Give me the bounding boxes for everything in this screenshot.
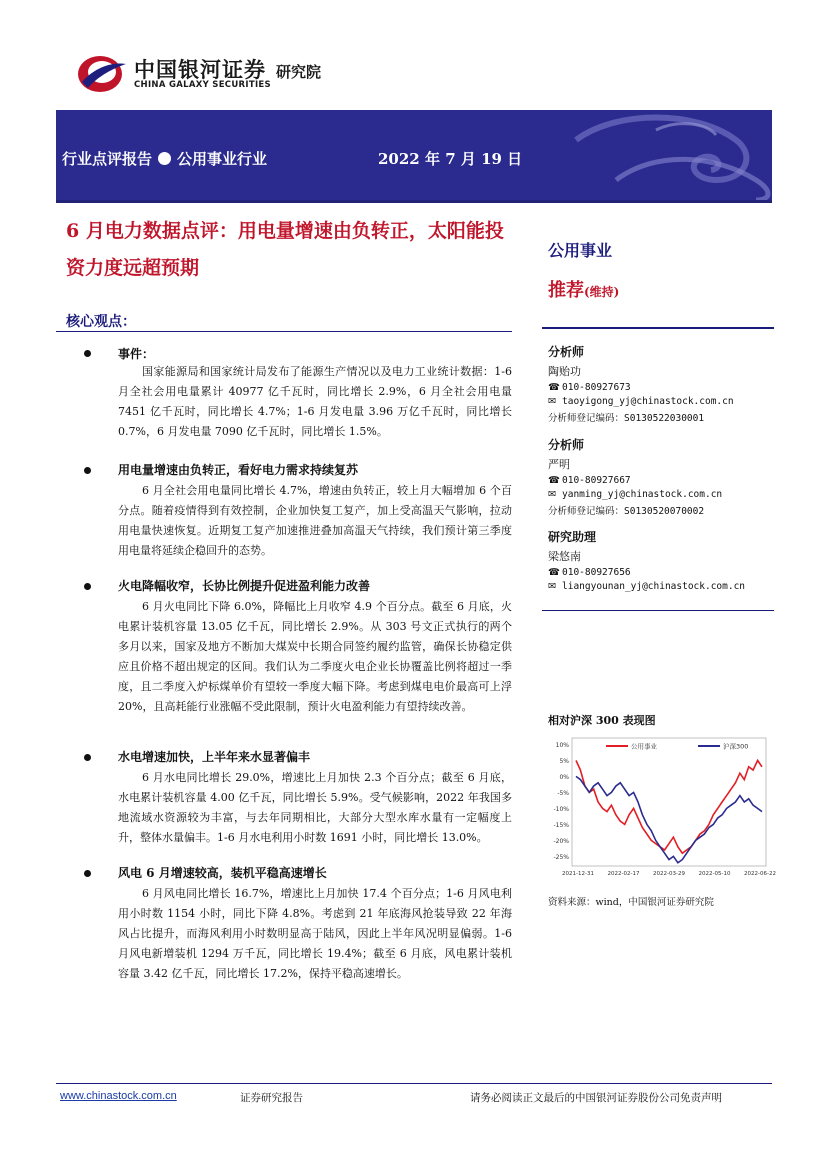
y-tick-label: -15% xyxy=(553,821,569,829)
section-heading: 用电量增速由负转正，看好电力需求持续复苏 xyxy=(118,463,359,477)
analyst-name: 梁悠南 xyxy=(548,550,581,563)
core-views-rule xyxy=(56,331,512,332)
phone-icon: ☎ xyxy=(548,382,560,393)
series-line-0 xyxy=(576,760,762,853)
bullet-icon xyxy=(84,467,91,474)
email-icon: ✉ xyxy=(548,396,556,407)
footer-disclaimer: 请务必阅读正文最后的中国银河证券股份公司免责声明 xyxy=(470,1092,722,1104)
report-title: 6 月电力数据点评：用电量增速由负转正，太阳能投资力度远超预期 xyxy=(66,220,504,279)
bullet-icon xyxy=(84,870,91,877)
section-heading: 事件： xyxy=(118,347,155,361)
y-tick-label: 0% xyxy=(559,773,569,781)
separator-dot-icon xyxy=(158,152,171,165)
chart-plot-area xyxy=(572,738,766,866)
analyst-phone: ☎ 010-80927667 xyxy=(548,475,631,486)
y-tick-label: -20% xyxy=(553,837,569,845)
phone-icon: ☎ xyxy=(548,475,560,486)
section-heading: 风电 6 月增速较高，装机平稳高速增长 xyxy=(118,866,327,880)
analyst-role: 研究助理 xyxy=(548,530,597,544)
analyst-name: 陶贻功 xyxy=(548,365,581,378)
sidebar-rule xyxy=(542,327,774,329)
report-date: 2022 年 7 月 19 日 xyxy=(378,150,523,168)
analyst-role: 分析师 xyxy=(548,438,585,452)
y-tick-label: 5% xyxy=(559,757,569,765)
y-tick-label: 10% xyxy=(555,741,569,749)
legend-label: 公用事业 xyxy=(631,742,657,751)
y-tick-label: -25% xyxy=(553,853,569,861)
section-body: 6 月水电同比增长 29.0%，增速比上月加快 2.3 个百分点；截至 6 月底，水电累计装机容量 4.00 亿千瓦，同比增长 5.9%。受气候影响，2022 年我国多地流域水资源较为丰富，与去年同期相比，大部分大型水库水量有一定幅度上升，整体水量偏丰。1-6 月水电利用小时数 1691 小时，同比增长 13.0%。 xyxy=(118,771,512,844)
email-icon: ✉ xyxy=(548,581,556,592)
bullet-icon xyxy=(84,583,91,590)
series-line-1 xyxy=(576,776,762,862)
footer-label: 证券研究报告 xyxy=(240,1092,303,1104)
brand-name: 中国银河证券 xyxy=(134,58,266,82)
analyst-role: 分析师 xyxy=(548,345,585,359)
analyst-card xyxy=(548,343,774,424)
email-icon: ✉ xyxy=(548,489,556,500)
analyst-name: 严明 xyxy=(548,458,570,471)
x-tick-label: 2022-06-22 xyxy=(744,871,776,877)
header-band-rule xyxy=(56,200,772,203)
footer-url-link[interactable]: www.chinastock.com.cn xyxy=(60,1090,177,1102)
rating: 推荐(维持) xyxy=(548,280,620,301)
footer-rule xyxy=(56,1083,772,1084)
y-tick-label: -5% xyxy=(557,789,569,797)
brand-name-en: CHINA GALAXY SECURITIES xyxy=(134,80,271,90)
y-tick-label: -10% xyxy=(553,805,569,813)
section-body: 国家能源局和国家统计局发布了能源生产情况以及电力工业统计数据：1-6 月全社会用电量累计 40977 亿千瓦时，同比增长 2.9%，6 月全社会用电量 7451 亿千瓦时，同比增长 4.7%；1-6 月发电量 3.96 万亿千瓦时，同比增长 0.7%，6 月发电量 7090 亿千瓦时，同比增长 1.5%。 xyxy=(118,365,512,438)
section-heading: 水电增速加快，上半年来水显著偏丰 xyxy=(118,750,311,764)
analyst-email[interactable]: ✉ yanming_yj@chinastock.com.cn xyxy=(548,489,723,500)
analyst-email[interactable]: ✉ liangyounan_yj@chinastock.com.cn xyxy=(548,581,746,592)
chart-title: 相对沪深 300 表现图 xyxy=(548,714,656,727)
analyst-card xyxy=(548,528,774,592)
x-tick-label: 2022-05-10 xyxy=(698,871,731,877)
analyst-reg: 分析师登记编码：S0130520070002 xyxy=(548,506,705,517)
galaxy-logo-icon xyxy=(76,52,128,94)
relative-performance-chart xyxy=(546,732,776,882)
x-tick-label: 2022-02-17 xyxy=(607,871,640,877)
analyst-card xyxy=(548,436,774,517)
x-tick-label: 2021-12-31 xyxy=(562,871,594,877)
section-heading: 火电降幅收窄，长协比例提升促进盈利能力改善 xyxy=(118,579,371,593)
brand-unit: 研究院 xyxy=(276,63,322,81)
legend-label: 沪深300 xyxy=(723,742,749,751)
x-tick-label: 2022-03-29 xyxy=(653,871,685,877)
rating-note: (维持) xyxy=(584,285,620,299)
phone-icon: ☎ xyxy=(548,567,560,578)
industry-label: 公用事业 xyxy=(548,241,613,260)
analyst-reg: 分析师登记编码：S0130522030001 xyxy=(548,413,705,424)
section-body: 6 月风电同比增长 16.7%，增速比上月加快 17.4 个百分点；1-6 月风电利用小时数 1154 小时，同比下降 4.8%。考虑到 21 年底海风抢装导致 22 年海风占比提升，而海风利用小时数明显高于陆风，因此上半年风况明显偏弱。1-6 月风电新增装机 1294 万千瓦，同比增长 19.4%；截至 6 月底，风电累计装机容量 3.42 亿千瓦，同比增长 17.2%，保持平稳高速增长。 xyxy=(118,887,512,980)
bullet-icon xyxy=(84,350,91,357)
analyst-email[interactable]: ✉ taoyigong_yj@chinastock.com.cn xyxy=(548,396,734,407)
section-body: 6 月火电同比下降 6.0%，降幅比上月收窄 4.9 个百分点。截至 6 月底，火电累计装机容量 13.05 亿千瓦，同比增长 2.9%。从 303 号文正式执行的两个多月以来，国家及地方不断加大煤炭中长期合同签约履约监管，确保长协稳定供应且价格不超出规定的区间。我们认为二季度火电企业长协覆盖比例将超过一季度，且二季度入炉标煤单价有望较一季度大幅下降。考虑到煤电电价最高可上浮 20%，且高耗能行业涨幅不受此限制，预计火电盈利能力有望持续改善。 xyxy=(118,600,512,713)
section-body: 6 月全社会用电量同比增长 4.7%，增速由负转正，较上月大幅增加 6 个百分点。随着疫情得到有效控制，企业加快复工复产，加上受高温天气影响，拉动用电量快速恢复。近期复工复产加速推进叠加高温天气持续，我们预计第三季度用电量将延续企稳回升的态势。 xyxy=(118,484,512,557)
core-views-label: 核心观点： xyxy=(66,314,136,330)
analyst-phone: ☎ 010-80927673 xyxy=(548,382,631,393)
chart-source: 资料来源：wind，中国银河证券研究院 xyxy=(548,897,714,908)
report-type: 行业点评报告 公用事业行业 xyxy=(62,150,268,168)
analyst-phone: ☎ 010-80927656 xyxy=(548,567,631,578)
bullet-icon xyxy=(84,754,91,761)
sidebar-rule xyxy=(542,610,774,611)
